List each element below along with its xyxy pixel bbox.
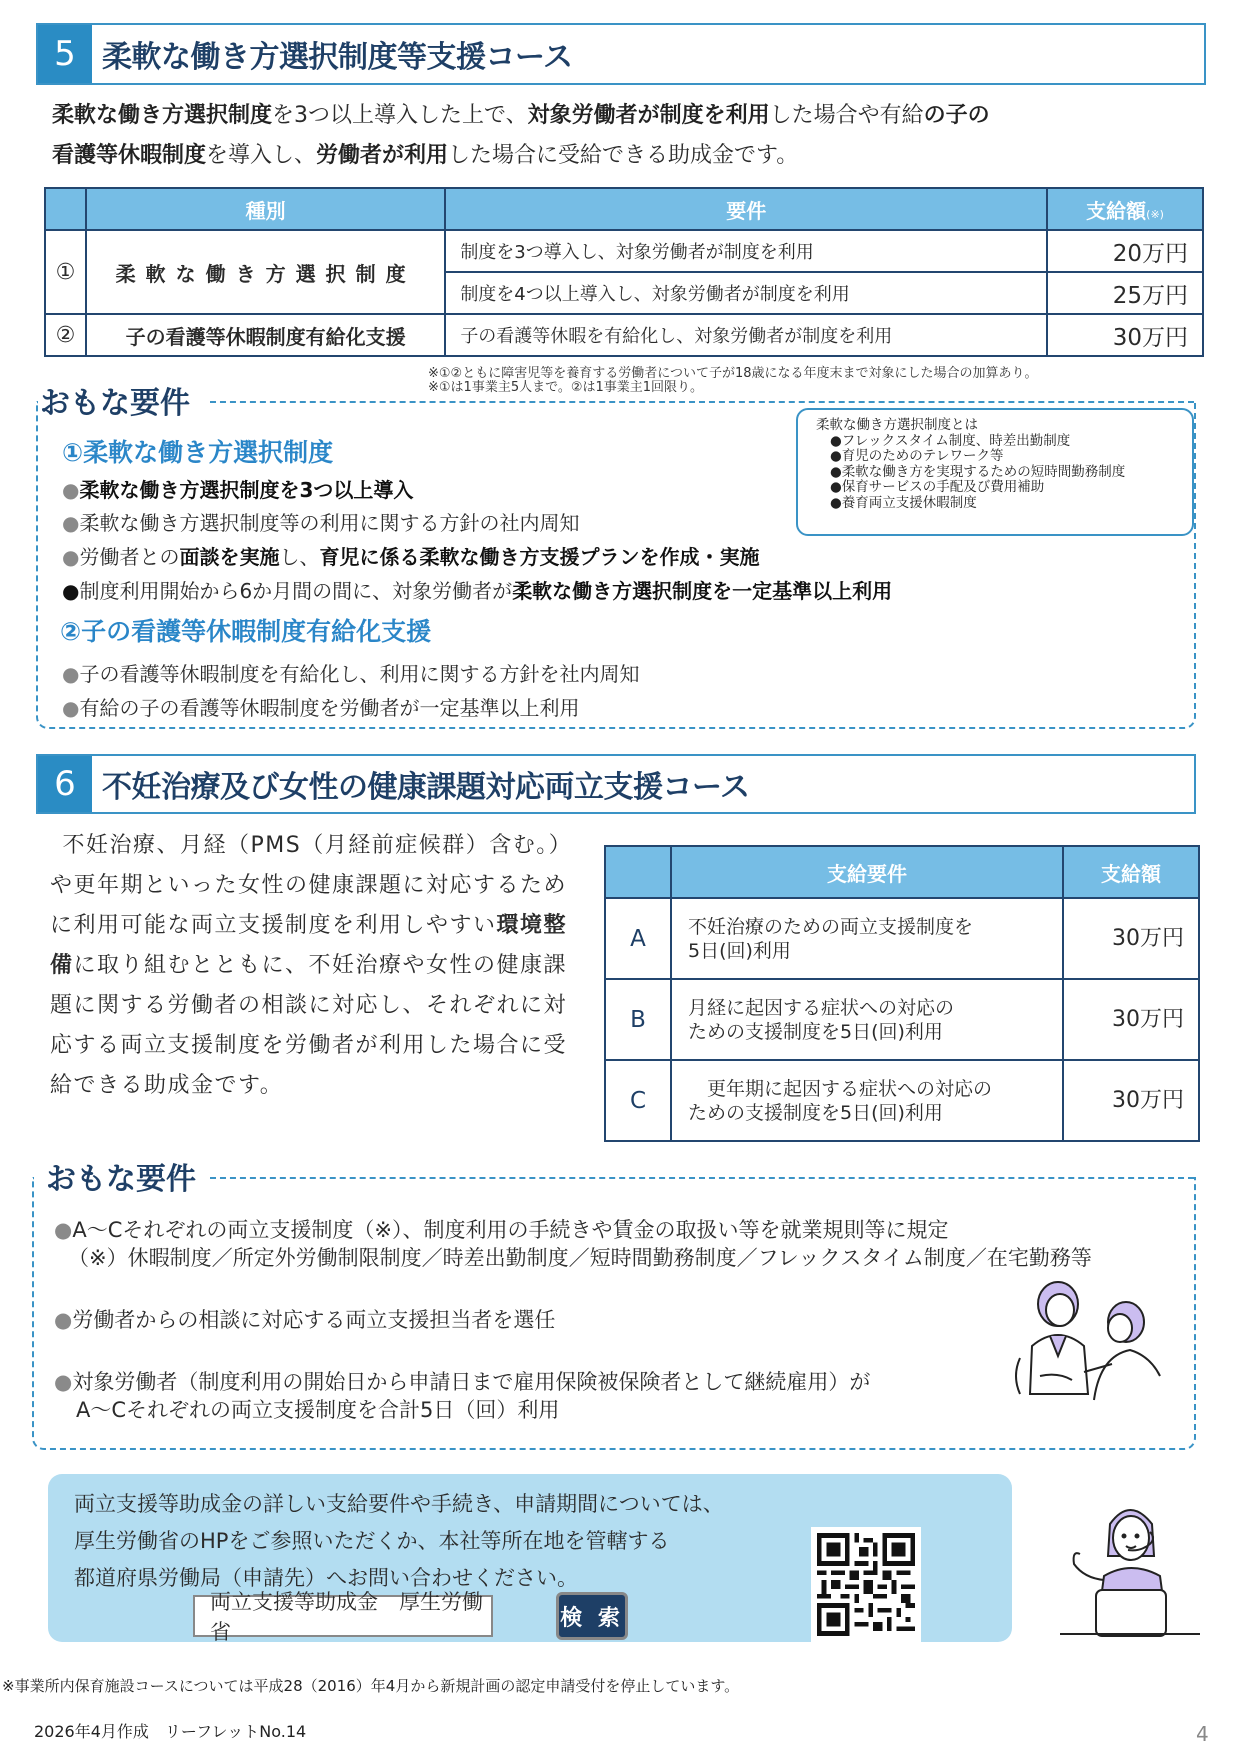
row-number: ①	[45, 230, 86, 314]
requirement-item	[54, 1368, 870, 1424]
table-header-row	[605, 846, 1199, 898]
bullet-icon: ●	[62, 511, 80, 535]
requirement-text: A～Cそれぞれの両立支援制度（※）、制度利用の手続きや賃金の取扱い等を就業規則等に規定	[72, 1218, 949, 1242]
contact-line: 両立支援等助成金の詳しい支給要件や手続き、申請期間については、	[74, 1492, 724, 1516]
row-amount: 30万円	[1063, 898, 1199, 979]
section-5-requirements-title: おもな要件	[40, 386, 190, 421]
flexible-work-info-box	[796, 408, 1194, 536]
body-text-bold: 環境整備	[50, 913, 568, 978]
intro-text-1: を3つ以上導入した上で、	[272, 103, 528, 128]
body-text: 不妊治療、月経（PMS（月経前症候群）含む。）や更年期といった女性の健康課題に対応するために利用可能な両立支援制度を利用しやすい	[50, 833, 568, 938]
sub-heading-flexible-work: ①柔軟な働き方選択制度	[62, 438, 334, 467]
amount-header-note: (※)	[1146, 207, 1164, 221]
row-letter: C	[605, 1060, 671, 1141]
table-header-requirement: 要件	[445, 188, 1047, 230]
section-5-note-2: ※①は1事業主5人まで。②は1事業主1回限り。	[428, 380, 704, 395]
table-header-num	[45, 188, 86, 230]
requirement-subtext: A～Cそれぞれの両立支援制度を合計5日（回）利用	[76, 1398, 560, 1422]
operator-illustration	[1060, 1494, 1200, 1644]
table-header-row	[45, 188, 1203, 230]
contact-line: 厚生労働省のHPをご参照いただくか、本社等所在地を管轄する	[74, 1529, 670, 1553]
row-requirement	[671, 979, 1063, 1060]
requirement-line: 不妊治療のための両立支援制度を	[688, 915, 974, 938]
section-6-title: 不妊治療及び女性の健康課題対応両立支援コース	[102, 770, 750, 805]
sub-heading-child-care-leave: ②子の看護等休暇制度有給化支援	[60, 617, 432, 646]
intro-bold-5: 労働者が利用	[316, 143, 449, 168]
section-5-intro-line-2	[52, 131, 1212, 181]
bullet-icon: ●	[62, 696, 80, 720]
bullet-icon: ●	[54, 1218, 73, 1242]
page-number: 4	[1196, 1722, 1209, 1746]
intro-bold-2: 対象労働者が制度を利用	[527, 103, 770, 128]
table-row	[605, 898, 1199, 979]
qr-code[interactable]	[811, 1527, 921, 1642]
row-requirement	[671, 898, 1063, 979]
row-kind: 柔軟な働き方選択制度	[86, 230, 445, 314]
info-box-item: ●育児のためのテレワーク等	[830, 448, 1004, 464]
intro-text-3: を導入し、	[206, 143, 317, 168]
info-box-item: ●フレックスタイム制度、時差出勤制度	[830, 432, 1071, 449]
requirement-line: 5日(回)利用	[688, 939, 791, 962]
requirement-line: ための支援制度を5日(回)利用	[688, 1101, 943, 1124]
table-row	[45, 314, 1203, 356]
info-box-title: 柔軟な働き方選択制度とは	[816, 417, 978, 433]
requirement-item	[62, 658, 639, 687]
requirement-text: し、	[279, 545, 320, 569]
row-number: ②	[45, 314, 86, 356]
row-requirement	[671, 1060, 1063, 1141]
contact-line: 都道府県労働局（申請先）へお問い合わせください。	[74, 1566, 578, 1590]
table-row	[605, 979, 1199, 1060]
row-amount: 20万円	[1047, 230, 1203, 272]
section-6-requirements-title: おもな要件	[46, 1162, 196, 1197]
requirement-line: 月経に起因する症状への対応の	[688, 996, 955, 1019]
info-box-item: ●保育サービスの手配及び費用補助	[830, 479, 1045, 495]
requirement-text: 有給の子の看護等休暇制度を労働者が一定基準以上利用	[79, 696, 580, 720]
section-6-body	[50, 826, 570, 1106]
footer-created-info: 2026年4月作成 リーフレットNo.14	[34, 1722, 307, 1741]
requirement-text: 柔軟な働き方選択制度を3つ以上導入	[79, 478, 414, 502]
section-6-number: 6	[38, 756, 92, 812]
requirement-line: ための支援制度を5日(回)利用	[688, 1020, 943, 1043]
table-row	[45, 230, 1203, 272]
requirement-text: 労働者からの相談に対応する両立支援担当者を選任	[72, 1308, 556, 1332]
footer-note: ※事業所内保育施設コースについては平成28（2016）年4月から新規計画の認定申請受付を停止しています。	[2, 1677, 740, 1695]
section-5-table	[44, 187, 1204, 357]
search-input[interactable]: 両立支援等助成金 厚生労働省	[193, 1595, 493, 1637]
requirement-item	[62, 575, 892, 604]
body-text: に取り組むとともに、不妊治療や女性の健康課題に関する労働者の相談に対応し、それぞれに対応する両立支援制度を労働者が利用した場合に受給できる助成金です。	[50, 953, 568, 1098]
row-amount: 25万円	[1047, 272, 1203, 314]
row-letter: B	[605, 979, 671, 1060]
requirement-text: 対象労働者（制度利用の開始日から申請日まで雇用保険被保険者として継続雇用）が	[72, 1370, 871, 1394]
bullet-icon: ●	[54, 1370, 73, 1394]
table-header-requirement: 支給要件	[671, 846, 1063, 898]
info-box-item: ●柔軟な働き方を実現するための短時間勤務制度	[830, 463, 1126, 480]
row-requirement: 制度を3つ導入し、対象労働者が制度を利用	[445, 230, 1047, 272]
info-box-item: ●養育両立支援休暇制度	[830, 494, 977, 511]
intro-text-4: した場合に受給できる助成金です。	[448, 143, 799, 168]
table-header-letter	[605, 846, 671, 898]
requirement-text-bold: 育児に係る柔軟な働き方支援プランを作成・実施	[319, 545, 760, 569]
row-requirement: 制度を4つ以上導入し、対象労働者が制度を利用	[445, 272, 1047, 314]
requirement-item	[62, 692, 579, 721]
section-5-header	[36, 23, 1206, 85]
intro-bold-1: 柔軟な働き方選択制度	[52, 103, 273, 128]
section-5-intro	[52, 91, 1212, 181]
bullet-icon: ●	[62, 579, 80, 603]
table-header-amount	[1047, 188, 1203, 230]
requirement-item	[62, 541, 759, 570]
section-6-header	[36, 754, 1196, 814]
row-requirement: 子の看護等休暇を有給化し、対象労働者が制度を利用	[445, 314, 1047, 356]
requirement-item	[54, 1306, 555, 1334]
requirement-item	[54, 1216, 1092, 1272]
row-amount: 30万円	[1047, 314, 1203, 356]
section-6-table	[604, 845, 1200, 1142]
bullet-icon: ●	[54, 1308, 73, 1332]
section-5-note-1: ※①②ともに障害児等を養育する労働者について子が18歳になる年度末まで対象にした場合の加算あり。	[428, 366, 1038, 381]
row-amount: 30万円	[1063, 1060, 1199, 1141]
intro-bold-3: の子の	[923, 103, 990, 128]
search-button[interactable]: 検 索	[556, 1592, 628, 1640]
intro-text-2: した場合や有給	[769, 103, 924, 128]
section-5-title: 柔軟な働き方選択制度等支援コース	[102, 40, 573, 75]
contact-text	[74, 1486, 724, 1597]
requirement-line: 更年期に起因する症状への対応の	[688, 1077, 993, 1100]
bullet-icon: ●	[62, 478, 80, 502]
requirement-item	[62, 507, 579, 536]
requirement-text: 子の看護等休暇制度を有給化し、利用に関する方針を社内周知	[79, 662, 640, 686]
bullet-icon: ●	[62, 545, 80, 569]
consultation-illustration	[1000, 1276, 1180, 1406]
table-header-kind: 種別	[86, 188, 445, 230]
requirement-text-bold: 面談を実施	[179, 545, 280, 569]
row-letter: A	[605, 898, 671, 979]
requirement-text-bold: 柔軟な働き方選択制度を一定基準以上利用	[512, 579, 893, 603]
qr-code-pattern	[817, 1533, 915, 1636]
table-header-amount: 支給額	[1063, 846, 1199, 898]
bullet-icon: ●	[62, 662, 80, 686]
row-kind: 子の看護等休暇制度有給化支援	[86, 314, 445, 356]
section-5-number: 5	[38, 25, 92, 83]
table-row	[605, 1060, 1199, 1141]
requirement-text: 制度利用開始から6か月間の間に、対象労働者が	[79, 579, 513, 603]
requirement-item	[62, 474, 413, 503]
requirement-subtext: （※）休暇制度／所定外労働制限制度／時差出勤制度／短時間勤務制度／フレックスタイム制度／在宅勤務等	[68, 1246, 1092, 1270]
intro-bold-4: 看護等休暇制度	[52, 143, 207, 168]
row-amount: 30万円	[1063, 979, 1199, 1060]
requirement-text: 柔軟な働き方選択制度等の利用に関する方針の社内周知	[79, 511, 580, 535]
requirement-text: 労働者との	[79, 545, 180, 569]
amount-header-label: 支給額	[1086, 198, 1147, 223]
